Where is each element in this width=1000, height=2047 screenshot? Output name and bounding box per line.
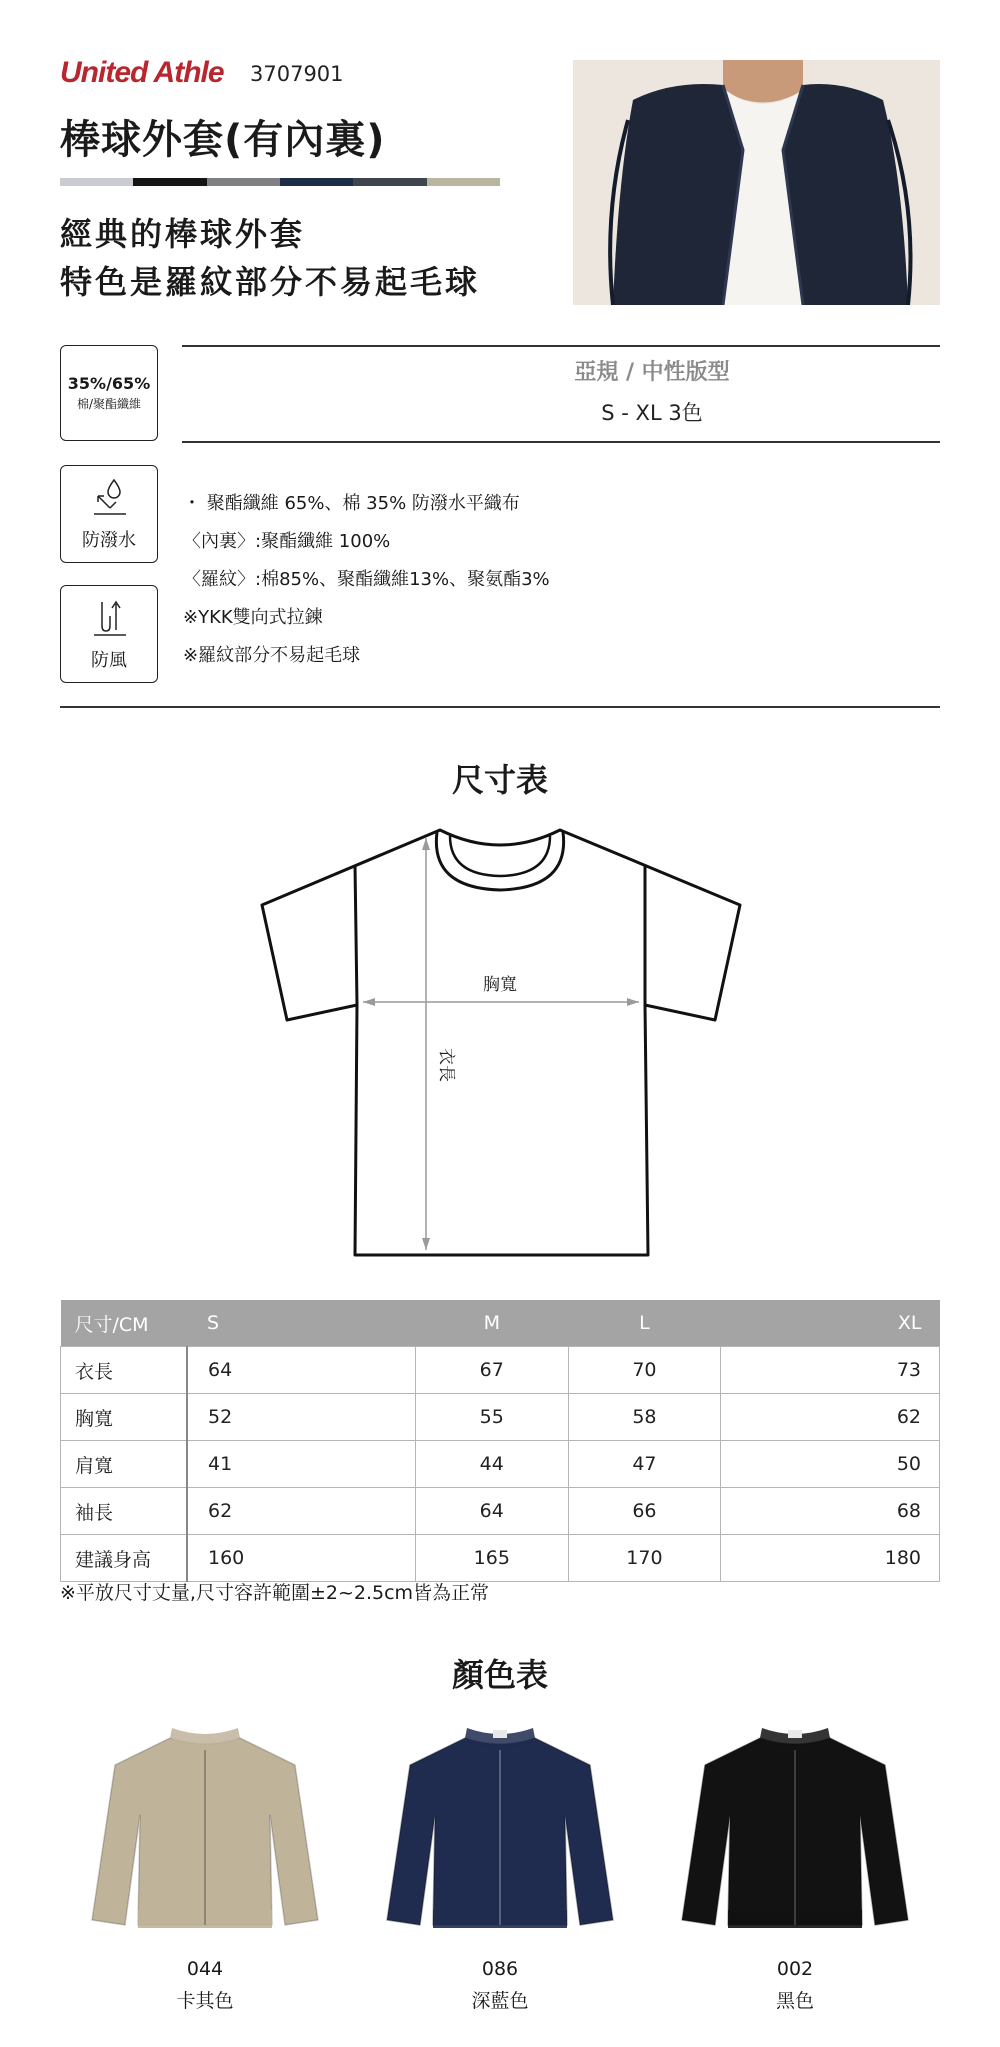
color-bar: [60, 178, 500, 186]
size-table: [60, 1300, 940, 1582]
table-cell: 70: [568, 1347, 721, 1394]
color-name: 黑色: [775, 1990, 814, 2012]
header-cell: XL: [721, 1300, 940, 1347]
fabric-line: 〈內裏〉:聚酯纖維 100%: [183, 531, 391, 552]
fit-type: 亞規 / 中性版型: [574, 360, 730, 385]
composition-percent: 35%/65%: [67, 374, 151, 393]
color-code: 044: [186, 1958, 224, 1980]
table-row: [61, 1488, 940, 1535]
divider: [60, 706, 940, 708]
fabric-line: ※羅紋部分不易起毛球: [183, 645, 361, 666]
jacket-navy-image: [385, 1720, 615, 1940]
composition-material: 棉/聚酯纖維: [76, 397, 142, 411]
fabric-line: ※YKK雙向式拉鍊: [183, 607, 323, 628]
size-range: S - XL 3色: [601, 401, 703, 425]
header-cell: S: [187, 1300, 415, 1347]
tshirt-outline: [262, 830, 740, 1255]
product-code: 3707901: [250, 62, 344, 86]
color-code: 002: [776, 1958, 814, 1980]
color-bar-segment: [280, 178, 353, 186]
header-cell: L: [568, 1300, 721, 1347]
color-bar-segment: [353, 178, 426, 186]
row-label: 袖長: [61, 1488, 188, 1535]
water-repellent-label: 防潑水: [82, 530, 136, 551]
page-title: 棒球外套(有內裏): [60, 117, 386, 163]
color-swatch: [90, 1720, 320, 2013]
color-name: 卡其色: [176, 1990, 234, 2012]
table-cell: 55: [415, 1394, 568, 1441]
color-code: 086: [481, 1958, 519, 1980]
table-cell: 180: [721, 1535, 940, 1582]
fabric-line: ・ 聚酯纖維 65%、棉 35% 防潑水平織布: [183, 493, 520, 514]
windproof-icon: [94, 598, 126, 636]
fabric-line: 〈羅紋〉:棉85%、聚酯纖維13%、聚氨酯3%: [183, 569, 550, 590]
color-bar-segment: [60, 178, 133, 186]
table-row: [61, 1394, 940, 1441]
table-cell: 62: [187, 1488, 415, 1535]
tshirt-size-diagram: [255, 820, 755, 1260]
color-bar-segment: [133, 178, 206, 186]
chest-label: 胸寬: [483, 975, 517, 995]
table-cell: 66: [568, 1488, 721, 1535]
table-row: [61, 1441, 940, 1488]
divider: [182, 345, 940, 347]
row-label: 衣長: [61, 1347, 188, 1394]
row-label: 建議身高: [61, 1535, 188, 1582]
table-cell: 170: [568, 1535, 721, 1582]
color-swatch: [385, 1720, 615, 2013]
color-name: 深藍色: [471, 1990, 529, 2012]
table-row: [61, 1347, 940, 1394]
table-cell: 64: [415, 1488, 568, 1535]
brand-logo: United Athle: [60, 56, 224, 89]
row-label: 胸寬: [61, 1394, 188, 1441]
color-bar-segment: [207, 178, 280, 186]
tagline: [60, 210, 480, 306]
fabric-details: [183, 485, 550, 675]
sleeve-seam-left: [355, 865, 357, 1005]
water-drop-icon: [94, 478, 126, 516]
header-cell: M: [415, 1300, 568, 1347]
divider: [182, 441, 940, 443]
length-label: 衣長: [436, 1048, 456, 1082]
color-bar-segment: [427, 178, 500, 186]
size-chart-heading: 尺寸表: [451, 761, 548, 799]
water-repellent-badge: [60, 465, 158, 563]
table-cell: 64: [187, 1347, 415, 1394]
jacket-black-image: [680, 1720, 910, 1940]
tagline-line-2: 特色是羅紋部分不易起毛球: [60, 263, 481, 301]
model-jacket-illustration: [573, 60, 940, 305]
table-row: [61, 1535, 940, 1582]
table-cell: 44: [415, 1441, 568, 1488]
table-cell: 52: [187, 1394, 415, 1441]
table-cell: 67: [415, 1347, 568, 1394]
row-label: 肩寬: [61, 1441, 188, 1488]
table-cell: 58: [568, 1394, 721, 1441]
model-photo: [573, 60, 940, 305]
table-cell: 62: [721, 1394, 940, 1441]
table-cell: 73: [721, 1347, 940, 1394]
table-cell: 41: [187, 1441, 415, 1488]
header-cell: 尺寸/CM: [61, 1300, 188, 1347]
table-cell: 160: [187, 1535, 415, 1582]
table-cell: 165: [415, 1535, 568, 1582]
size-table-header: [61, 1300, 940, 1347]
table-cell: 68: [721, 1488, 940, 1535]
jacket-khaki-image: [90, 1720, 320, 1940]
windproof-badge: [60, 585, 158, 683]
windproof-label: 防風: [91, 650, 127, 671]
table-cell: 50: [721, 1441, 940, 1488]
tagline-line-1: 經典的棒球外套: [60, 215, 306, 253]
table-cell: 47: [568, 1441, 721, 1488]
color-swatch: [680, 1720, 910, 2013]
size-note: ※平放尺寸丈量,尺寸容許範圍±2~2.5cm皆為正常: [60, 1582, 490, 1604]
color-chart-heading: 顏色表: [451, 1656, 548, 1694]
